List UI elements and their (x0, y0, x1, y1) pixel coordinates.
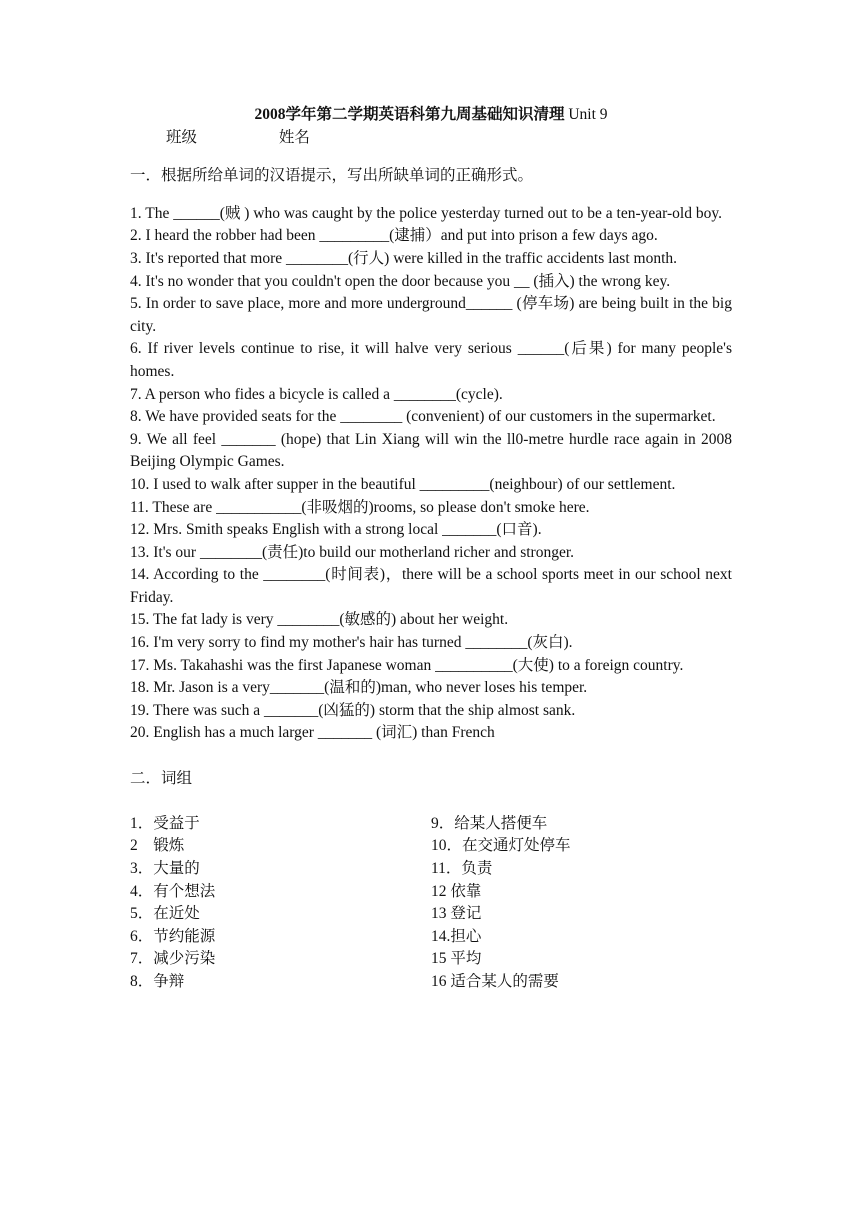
phrase-item: 3．大量的 (130, 860, 200, 877)
phrase-item: 2 锻炼 (130, 837, 185, 855)
phrase-item: 7．减少污染 (130, 950, 216, 968)
phrase-item: 13 登记 (431, 905, 482, 923)
exercise-item: 13. It's our ________(责任)to build our motherland richer and stronger. (130, 543, 575, 561)
exercise-item: 17. Ms. Takahashi was the first Japanese woman __________(大使) to a foreign country. (130, 656, 684, 674)
exercise-item: 16. I'm very sorry to find my mother's hair has turned ________(灰白). (130, 634, 573, 652)
phrase-item: 12 依靠 (431, 882, 482, 900)
exercise-item: 3. It's reported that more ________(行人) were killed in the traffic accidents last month. (130, 249, 678, 267)
class-label: 班级 (166, 128, 198, 146)
exercise-item: 2. I heard the robber had been _________(逮捕）and put into prison a few days ago. (130, 227, 658, 245)
phrase-item: 1．受益于 (130, 814, 200, 832)
exercise-item: 11. These are ___________(非吸烟的)rooms, so please don't smoke here. (130, 498, 590, 516)
exercise-item: 1. The ______(贼 ) who was caught by the police yesterday turned out to be a ten-year-old boy. (130, 204, 722, 222)
section1-heading: 一．根据所给单词的汉语提示，写出所缺单词的正确形式。 (130, 166, 534, 184)
exercise-item: 10. I used to walk after supper in the beautiful _________(neighbour) of our settlement. (130, 475, 676, 493)
exercise-item: 9. We all feel _______ (hope) that Lin Xiang will win the ll0-metre hurdle race again in 2008 Beijing Olympic Games. (130, 430, 732, 471)
exercise-item: 15. The fat lady is very ________(敏感的) about her weight. (130, 611, 509, 629)
exercise-item: 18. Mr. Jason is a very_______(温和的)man, who never loses his temper. (130, 679, 588, 697)
phrase-item: 10．在交通灯处停车 (431, 837, 571, 855)
title-text: 2008学年第二学期英语科第九周基础知识清理 (254, 106, 565, 123)
phrase-list (130, 813, 732, 994)
phrase-item: 6．节约能源 (130, 927, 216, 945)
worksheet (130, 104, 732, 994)
exercise-item: 8. We have provided seats for the ________ (convenient) of our customers in the supermarket. (130, 408, 716, 426)
section1-items (130, 203, 732, 745)
exercise-item: 19. There was such a _______(凶猛的) storm that the ship almost sank. (130, 701, 576, 719)
section2-heading: 二．词组 (130, 769, 193, 787)
phrase-item: 14.担心 (431, 927, 482, 945)
exercise-item: 5. In order to save place, more and more underground______ (停车场) are being built in the big city. (130, 295, 732, 335)
phrase-item: 11．负责 (431, 860, 493, 877)
page-title (130, 104, 732, 127)
phrase-item: 8．争辩 (130, 972, 185, 990)
exercise-item: 12. Mrs. Smith speaks English with a strong local _______(口音). (130, 521, 542, 539)
exercise-item: 20. English has a much larger _______ (词汇) than French (130, 724, 495, 742)
exercise-item: 4. It's no wonder that you couldn't open the door because you __ (插入) the wrong key. (130, 272, 671, 290)
phrase-item: 15 平均 (431, 950, 482, 968)
phrase-column-right (431, 813, 732, 994)
title-unit: Unit 9 (568, 106, 608, 123)
exercise-item: 7. A person who fides a bicycle is called a ________(cycle). (130, 385, 503, 403)
phrase-item: 9．给某人搭便车 (431, 814, 548, 832)
exercise-item: 6. If river levels continue to rise, it will halve very serious ______(后果) for many people's homes. (130, 340, 732, 380)
phrase-column-left (130, 813, 431, 994)
exercise-item: 14. According to the ________(时间表)，there will be a school sports meet in our school next Friday. (130, 566, 732, 606)
phrase-item: 5．在近处 (130, 905, 200, 923)
phrase-item: 16 适合某人的需要 (431, 972, 559, 990)
phrase-item: 4．有个想法 (130, 882, 216, 900)
name-label: 姓名 (278, 128, 310, 146)
class-name-line (130, 127, 732, 150)
